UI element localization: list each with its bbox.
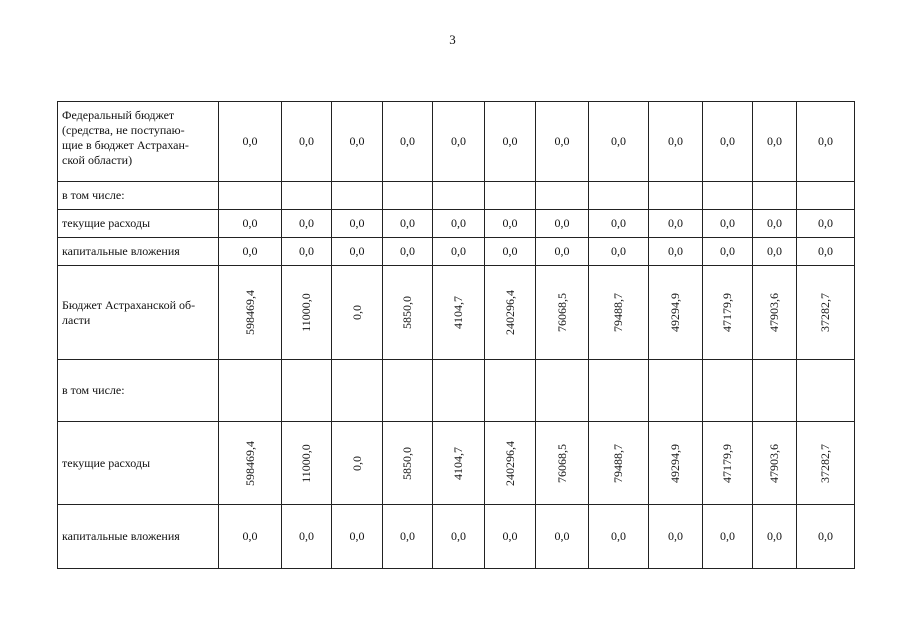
value-cell: 0,0	[703, 102, 753, 182]
vertical-value: 37282,7	[818, 443, 832, 483]
value-cell: 0,0	[753, 505, 797, 569]
vertical-value: 4104,7	[451, 446, 465, 480]
vertical-value: 0,0	[349, 455, 364, 471]
value-cell	[649, 266, 703, 360]
label-line: Федеральный бюджет	[62, 108, 175, 122]
label-line: Бюджет Астраханской об-	[62, 297, 196, 312]
empty-cell	[219, 182, 282, 210]
value-cell: 0,0	[383, 238, 433, 266]
value-cell: 0,0	[536, 210, 589, 238]
value-cell: 0,0	[649, 505, 703, 569]
empty-cell	[649, 360, 703, 422]
value-cell: 0,0	[383, 505, 433, 569]
row-label-capital-investments: капитальные вложения	[58, 505, 219, 569]
label-line: ласти	[62, 312, 91, 327]
value-cell: 0,0	[433, 102, 485, 182]
value-cell: 0,0	[797, 102, 855, 182]
empty-cell	[797, 360, 855, 422]
value-cell	[536, 422, 589, 505]
value-cell: 0,0	[433, 505, 485, 569]
empty-cell	[589, 182, 649, 210]
row-label-current-expenses: текущие расходы	[58, 210, 219, 238]
vertical-value: 79488,7	[611, 293, 625, 332]
empty-cell	[383, 360, 433, 422]
vertical-value: 49294,9	[668, 293, 682, 332]
value-cell: 0,0	[589, 505, 649, 569]
vertical-value: 76068,5	[554, 293, 569, 332]
value-cell: 0,0	[589, 238, 649, 266]
value-cell	[797, 266, 855, 360]
value-cell: 0,0	[753, 102, 797, 182]
value-cell	[797, 422, 855, 505]
value-cell: 0,0	[703, 505, 753, 569]
value-cell	[383, 266, 433, 360]
value-cell: 0,0	[703, 238, 753, 266]
empty-cell	[433, 182, 485, 210]
table-row-regional-including	[58, 360, 855, 422]
value-cell	[753, 266, 797, 360]
value-cell: 0,0	[219, 210, 282, 238]
value-cell: 0,0	[485, 238, 536, 266]
value-cell	[589, 422, 649, 505]
value-cell	[753, 422, 797, 505]
vertical-value: 37282,7	[818, 293, 832, 332]
page-number: 3	[449, 32, 456, 47]
vertical-value: 240296,4	[502, 290, 517, 335]
value-cell	[433, 266, 485, 360]
row-label-federal-budget	[58, 102, 219, 182]
table-row-federal-current	[58, 210, 855, 238]
label-line: ской области)	[62, 153, 133, 167]
vertical-value: 240296,4	[502, 440, 517, 486]
value-cell: 0,0	[332, 505, 383, 569]
value-cell	[332, 266, 383, 360]
value-cell	[649, 422, 703, 505]
vertical-value: 11000,0	[299, 293, 313, 332]
vertical-value: 5850,0	[400, 446, 414, 480]
empty-cell	[219, 360, 282, 422]
value-cell: 0,0	[536, 505, 589, 569]
table-row-federal-budget	[58, 102, 855, 182]
vertical-value: 598469,4	[242, 440, 257, 486]
vertical-value: 5850,0	[400, 296, 414, 329]
table-row-regional-current	[58, 422, 855, 505]
value-cell: 0,0	[485, 505, 536, 569]
empty-cell	[536, 360, 589, 422]
value-cell: 0,0	[282, 505, 332, 569]
value-cell: 0,0	[797, 238, 855, 266]
value-cell	[703, 266, 753, 360]
empty-cell	[282, 182, 332, 210]
value-cell	[219, 422, 282, 505]
value-cell: 0,0	[703, 210, 753, 238]
empty-cell	[797, 182, 855, 210]
value-cell: 0,0	[332, 210, 383, 238]
value-cell: 0,0	[589, 102, 649, 182]
value-cell: 0,0	[649, 102, 703, 182]
row-label-regional-budget	[58, 266, 219, 360]
empty-cell	[703, 182, 753, 210]
value-cell	[536, 266, 589, 360]
empty-cell	[536, 182, 589, 210]
value-cell: 0,0	[536, 102, 589, 182]
value-cell: 0,0	[332, 102, 383, 182]
vertical-value: 598469,4	[242, 290, 257, 335]
budget-table	[57, 101, 855, 569]
empty-cell	[282, 360, 332, 422]
value-cell: 0,0	[219, 102, 282, 182]
label-line: (средства, не поступаю-	[62, 123, 185, 137]
vertical-value: 11000,0	[299, 443, 313, 483]
value-cell: 0,0	[589, 210, 649, 238]
value-cell: 0,0	[282, 210, 332, 238]
value-cell	[485, 266, 536, 360]
value-cell: 0,0	[753, 210, 797, 238]
value-cell: 0,0	[282, 102, 332, 182]
value-cell: 0,0	[433, 238, 485, 266]
vertical-value: 49294,9	[668, 443, 682, 483]
value-cell	[282, 266, 332, 360]
row-label-including: в том числе:	[58, 360, 219, 422]
empty-cell	[753, 182, 797, 210]
empty-cell	[433, 360, 485, 422]
empty-cell	[485, 182, 536, 210]
value-cell	[485, 422, 536, 505]
value-cell: 0,0	[219, 238, 282, 266]
value-cell: 0,0	[282, 238, 332, 266]
empty-cell	[332, 360, 383, 422]
empty-cell	[703, 360, 753, 422]
vertical-value: 79488,7	[611, 443, 625, 483]
value-cell: 0,0	[433, 210, 485, 238]
row-label-including: в том числе:	[58, 182, 219, 210]
empty-cell	[753, 360, 797, 422]
value-cell: 0,0	[649, 210, 703, 238]
value-cell	[433, 422, 485, 505]
value-cell: 0,0	[485, 102, 536, 182]
value-cell: 0,0	[383, 102, 433, 182]
value-cell	[282, 422, 332, 505]
value-cell: 0,0	[383, 210, 433, 238]
vertical-value: 76068,5	[554, 443, 569, 483]
value-cell: 0,0	[332, 238, 383, 266]
label-line: щие в бюджет Астрахан-	[62, 138, 189, 152]
vertical-value: 47179,9	[720, 293, 734, 332]
value-cell: 0,0	[797, 210, 855, 238]
value-cell: 0,0	[536, 238, 589, 266]
value-cell: 0,0	[219, 505, 282, 569]
value-cell	[589, 266, 649, 360]
value-cell	[703, 422, 753, 505]
row-label-capital-investments: капитальные вложения	[58, 238, 219, 266]
value-cell: 0,0	[485, 210, 536, 238]
row-label-current-expenses: текущие расходы	[58, 422, 219, 505]
vertical-value: 0,0	[349, 305, 364, 320]
empty-cell	[649, 182, 703, 210]
value-cell	[219, 266, 282, 360]
value-cell: 0,0	[753, 238, 797, 266]
vertical-value: 4104,7	[451, 296, 465, 329]
value-cell	[332, 422, 383, 505]
empty-cell	[383, 182, 433, 210]
value-cell: 0,0	[797, 505, 855, 569]
vertical-value: 47179,9	[720, 443, 734, 483]
empty-cell	[589, 360, 649, 422]
table-row-regional-budget	[58, 266, 855, 360]
table-row-regional-capital	[58, 505, 855, 569]
value-cell: 0,0	[649, 238, 703, 266]
table-row-federal-including	[58, 182, 855, 210]
value-cell	[383, 422, 433, 505]
table-row-federal-capital	[58, 238, 855, 266]
vertical-value: 47903,6	[767, 443, 781, 483]
vertical-value: 47903,6	[767, 293, 781, 332]
empty-cell	[485, 360, 536, 422]
empty-cell	[332, 182, 383, 210]
